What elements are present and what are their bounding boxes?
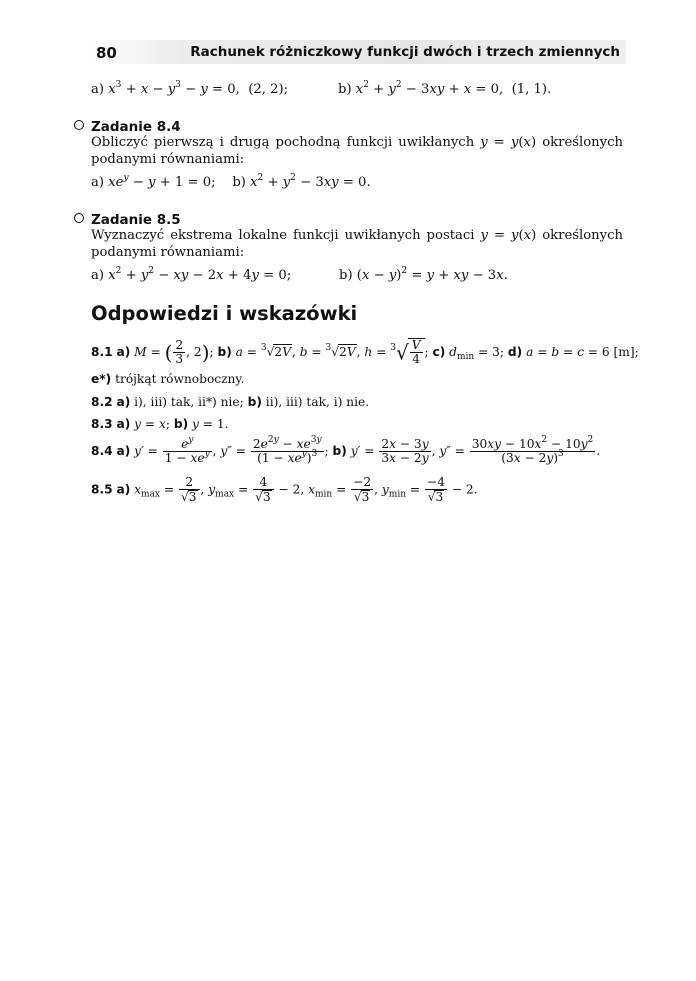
task-8-5-equation-a: a) $x^2 + y^2$ − xy − 2x + 4y = 0;	[91, 266, 292, 283]
equation-a-math: $x^3 + x - y^3 - y = 0$,	[108, 80, 240, 97]
top-equation-a	[91, 81, 288, 98]
answer-8-1-line1: 8.1 a) M = ( $\frac{2}{3}$ , 2); b) a = $^3$√2V, b = $^3$√2V, h = $^3$√ $\frac{V}{4}$ ; c) $d_{min} = 3$; d) a = b = c = 6 [m];	[91, 338, 639, 366]
task-8-5-text-line2: podanymi równaniami:	[91, 245, 245, 260]
point-b: (1, 1).	[511, 82, 552, 97]
task-8-4-text-line1: Obliczyć pierwszą i drugą pochodną funkcji uwikłanych y = y(x) określonych	[91, 135, 623, 150]
answer-8-1-line2: e*) trójkąt równoboczny.	[91, 372, 245, 386]
label-b: b)	[338, 82, 352, 97]
answer-8-3: 8.3 a) y = x; b) y = 1.	[91, 417, 229, 431]
task-8-4-text-line2: podanymi równaniami:	[91, 152, 245, 167]
top-equation-b	[338, 81, 551, 98]
answer-8-2: 8.2 a) i), iii) tak, ii*) nie; b) ii), iii) tak, i) nie.	[91, 395, 370, 409]
point-a: (2, 2);	[248, 82, 289, 97]
task-8-5-text-line1: Wyznaczyć ekstrema lokalne funkcji uwikłanych postaci y = y(x) określonych	[91, 228, 624, 243]
task-8-5-heading: Zadanie 8.5	[74, 209, 181, 228]
running-header-title: Rachunek różniczkowy funkcji dwóch i trzech zmiennych	[190, 44, 620, 60]
task-8-4-equations: a) $xe^y - y + 1 = 0$; b) $x^2 + y^2 - 3xy = 0$.	[91, 173, 371, 190]
answer-8-5: 8.5 a) $x_{max}$ = $\frac{2}{√3}$ , $y_{max}$ = $\frac{4}{√3}$ − 2, $x_{min}$ = $\frac{-2}{√3}$ , $y_{min}$ = $\frac{-4}{√3}$ − 2.	[91, 475, 478, 504]
task-8-5-equation-b: b) $(x - y)^2 = y$ + xy − 3x.	[339, 266, 508, 283]
task-8-4-heading: Zadanie 8.4	[74, 116, 181, 135]
answer-8-4: 8.4 a) y′ = $\frac{e^y}{1 - xe^y}$ , y″ = $\frac{2e^{2y} - xe^{3y}}{(1 - xe^y)^3}$ ; b) y′ = $\frac{2x - 3y}{3x - 2y}$ , y″ = $\frac{30xy - 10x^2 - 10y^2}{(3x - 2y)^3}$ .	[91, 435, 601, 465]
label-a: a)	[91, 82, 105, 97]
equation-b-math: $x^2 + y^2 - 3xy + x = 0$,	[355, 80, 504, 97]
circle-bullet-icon	[74, 120, 84, 130]
circle-bullet-icon	[74, 213, 84, 223]
answers-heading: Odpowiedzi i wskazówki	[91, 302, 358, 325]
page-number: 80	[96, 44, 117, 62]
